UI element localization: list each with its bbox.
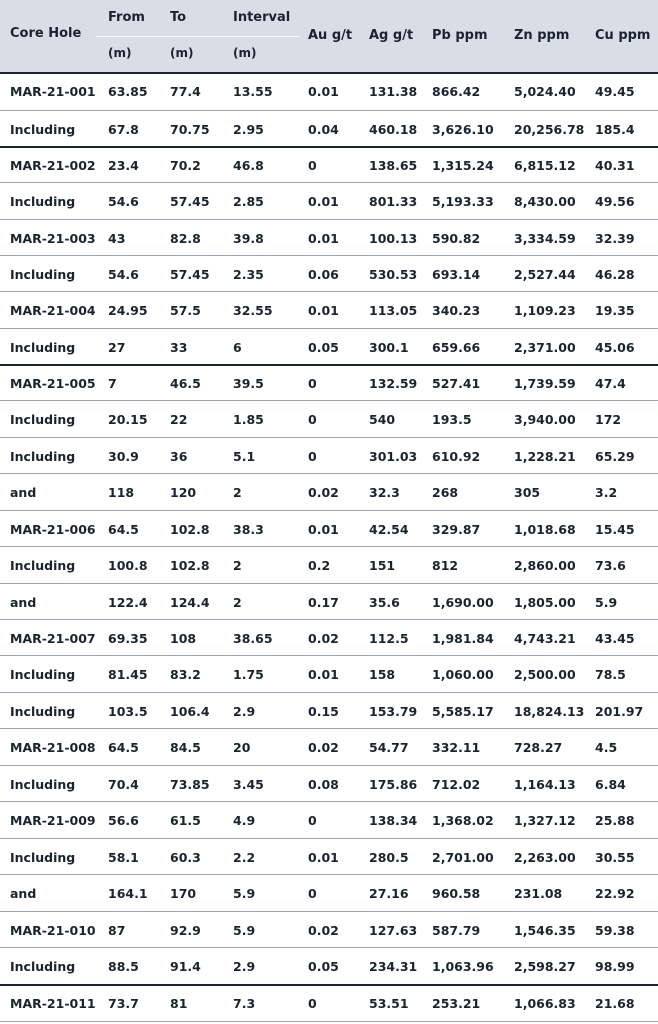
cell-interval: 2.9 <box>233 959 256 974</box>
cell-interval: 39.8 <box>233 231 264 246</box>
cell-ag: 175.86 <box>369 777 418 792</box>
cell-to: 57.5 <box>170 303 201 318</box>
cell-pb: 1,060.00 <box>432 667 494 682</box>
header-core-hole: Core Hole <box>10 26 82 41</box>
cell-zn: 1,018.68 <box>514 522 576 537</box>
cell-pb: 268 <box>432 485 459 500</box>
cell-pb: 812 <box>432 558 459 573</box>
cell-from: 164.1 <box>108 886 148 901</box>
cell-au: 0 <box>308 813 317 828</box>
cell-zn: 2,500.00 <box>514 667 576 682</box>
cell-cu: 15.45 <box>595 522 635 537</box>
cell-to: 70.2 <box>170 158 201 173</box>
cell-interval: 1.85 <box>233 412 264 427</box>
cell-au: 0 <box>308 886 317 901</box>
cell-au: 0.01 <box>308 194 339 209</box>
cell-zn: 2,263.00 <box>514 850 576 865</box>
cell-pb: 866.42 <box>432 84 481 99</box>
cell-cu: 40.31 <box>595 158 635 173</box>
header-pb: Pb ppm <box>432 28 488 43</box>
table-row <box>0 257 658 293</box>
table-row <box>0 184 658 220</box>
cell-cu: 185.4 <box>595 122 635 137</box>
cell-cu: 6.84 <box>595 777 626 792</box>
cell-au: 0 <box>308 412 317 427</box>
cell-ag: 131.38 <box>369 84 418 99</box>
cell-from: 20.15 <box>108 412 148 427</box>
row-divider <box>0 437 658 438</box>
cell-au: 0.01 <box>308 522 339 537</box>
cell-interval: 46.8 <box>233 158 264 173</box>
header-to: To <box>170 10 187 25</box>
cell-core-hole: MAR-21-003 <box>10 231 96 246</box>
cell-core-hole: Including <box>10 267 76 282</box>
row-divider <box>0 655 658 656</box>
cell-au: 0 <box>308 996 317 1011</box>
cell-pb: 712.02 <box>432 777 481 792</box>
cell-pb: 193.5 <box>432 412 472 427</box>
cell-to: 102.8 <box>170 522 210 537</box>
cell-zn: 1,109.23 <box>514 303 576 318</box>
table-row <box>0 876 658 912</box>
cell-au: 0.02 <box>308 485 339 500</box>
cell-pb: 960.58 <box>432 886 481 901</box>
row-divider <box>0 546 658 547</box>
table-row <box>0 694 658 730</box>
cell-interval: 7.3 <box>233 996 256 1011</box>
cell-zn: 2,598.27 <box>514 959 576 974</box>
cell-zn: 8,430.00 <box>514 194 576 209</box>
table-row <box>0 913 658 949</box>
cell-au: 0.05 <box>308 340 339 355</box>
cell-core-hole: Including <box>10 667 76 682</box>
row-divider <box>0 400 658 401</box>
cell-au: 0.01 <box>308 303 339 318</box>
cell-ag: 113.05 <box>369 303 418 318</box>
cell-to: 82.8 <box>170 231 201 246</box>
table-row <box>0 767 658 803</box>
cell-ag: 301.03 <box>369 449 418 464</box>
row-divider <box>0 473 658 474</box>
cell-from: 43 <box>108 231 126 246</box>
cell-zn: 5,024.40 <box>514 84 576 99</box>
cell-cu: 47.4 <box>595 376 626 391</box>
cell-cu: 43.45 <box>595 631 635 646</box>
cell-interval: 39.5 <box>233 376 264 391</box>
cell-zn: 1,066.83 <box>514 996 576 1011</box>
cell-zn: 728.27 <box>514 740 563 755</box>
cell-au: 0.02 <box>308 740 339 755</box>
table-row <box>0 112 658 148</box>
row-divider <box>0 619 658 620</box>
cell-cu: 32.39 <box>595 231 635 246</box>
cell-from: 64.5 <box>108 740 139 755</box>
table-row <box>0 74 658 110</box>
cell-core-hole: Including <box>10 412 76 427</box>
cell-from: 30.9 <box>108 449 139 464</box>
header-to-unit: (m) <box>170 46 194 60</box>
header-interval: Interval <box>233 10 291 25</box>
cell-cu: 22.92 <box>595 886 635 901</box>
cell-from: 67.8 <box>108 122 139 137</box>
table-row <box>0 621 658 657</box>
cell-ag: 801.33 <box>369 194 418 209</box>
cell-core-hole: Including <box>10 340 76 355</box>
cell-cu: 25.88 <box>595 813 635 828</box>
cell-ag: 127.63 <box>369 923 418 938</box>
cell-au: 0.08 <box>308 777 339 792</box>
cell-zn: 231.08 <box>514 886 563 901</box>
cell-au: 0 <box>308 449 317 464</box>
cell-pb: 332.11 <box>432 740 481 755</box>
table-row <box>0 548 658 584</box>
cell-interval: 1.75 <box>233 667 264 682</box>
cell-from: 54.6 <box>108 194 139 209</box>
table-row <box>0 293 658 329</box>
cell-from: 100.8 <box>108 558 148 573</box>
cell-zn: 1,327.12 <box>514 813 576 828</box>
cell-cu: 3.2 <box>595 485 618 500</box>
cell-cu: 46.28 <box>595 267 635 282</box>
cell-ag: 153.79 <box>369 704 418 719</box>
row-divider <box>0 1021 658 1022</box>
row-divider <box>0 874 658 875</box>
cell-au: 0.01 <box>308 231 339 246</box>
row-divider <box>0 182 658 183</box>
cell-to: 120 <box>170 485 197 500</box>
cell-interval: 2.35 <box>233 267 264 282</box>
row-divider <box>0 801 658 802</box>
cell-core-hole: MAR-21-006 <box>10 522 96 537</box>
cell-interval: 13.55 <box>233 84 273 99</box>
cell-to: 124.4 <box>170 595 210 610</box>
table-row <box>0 475 658 511</box>
cell-core-hole: Including <box>10 704 76 719</box>
cell-pb: 3,626.10 <box>432 122 494 137</box>
header-cu: Cu ppm <box>595 28 651 43</box>
cell-to: 106.4 <box>170 704 210 719</box>
cell-cu: 59.38 <box>595 923 635 938</box>
header-divider <box>96 36 300 37</box>
cell-interval: 2.9 <box>233 704 256 719</box>
cell-from: 70.4 <box>108 777 139 792</box>
cell-cu: 5.9 <box>595 595 618 610</box>
cell-pb: 587.79 <box>432 923 481 938</box>
cell-core-hole: MAR-21-002 <box>10 158 96 173</box>
row-divider <box>0 765 658 766</box>
cell-zn: 4,743.21 <box>514 631 576 646</box>
cell-core-hole: MAR-21-010 <box>10 923 96 938</box>
header-ag: Ag g/t <box>369 28 414 43</box>
cell-cu: 45.06 <box>595 340 635 355</box>
cell-pb: 1,690.00 <box>432 595 494 610</box>
cell-from: 7 <box>108 376 117 391</box>
cell-to: 57.45 <box>170 267 210 282</box>
cell-zn: 1,228.21 <box>514 449 576 464</box>
cell-core-hole: Including <box>10 777 76 792</box>
cell-to: 91.4 <box>170 959 201 974</box>
cell-pb: 329.87 <box>432 522 481 537</box>
cell-core-hole: and <box>10 485 37 500</box>
cell-zn: 6,815.12 <box>514 158 576 173</box>
cell-interval: 2 <box>233 558 242 573</box>
cell-zn: 2,527.44 <box>514 267 576 282</box>
cell-to: 73.85 <box>170 777 210 792</box>
header-au: Au g/t <box>308 28 353 43</box>
row-divider <box>0 291 658 292</box>
cell-to: 57.45 <box>170 194 210 209</box>
cell-interval: 2 <box>233 485 242 500</box>
cell-pb: 527.41 <box>432 376 481 391</box>
cell-to: 22 <box>170 412 188 427</box>
table-header <box>0 0 658 72</box>
cell-zn: 1,164.13 <box>514 777 576 792</box>
row-divider <box>0 328 658 329</box>
cell-ag: 460.18 <box>369 122 418 137</box>
cell-ag: 100.13 <box>369 231 418 246</box>
cell-ag: 530.53 <box>369 267 418 282</box>
cell-pb: 2,701.00 <box>432 850 494 865</box>
header-zn: Zn ppm <box>514 28 570 43</box>
cell-core-hole: Including <box>10 959 76 974</box>
cell-interval: 32.55 <box>233 303 273 318</box>
cell-pb: 693.14 <box>432 267 481 282</box>
cell-au: 0.01 <box>308 850 339 865</box>
cell-ag: 138.34 <box>369 813 418 828</box>
cell-zn: 2,860.00 <box>514 558 576 573</box>
row-divider <box>0 255 658 256</box>
cell-ag: 32.3 <box>369 485 400 500</box>
table-row <box>0 512 658 548</box>
cell-interval: 5.1 <box>233 449 256 464</box>
cell-zn: 3,940.00 <box>514 412 576 427</box>
cell-ag: 42.54 <box>369 522 409 537</box>
cell-pb: 1,063.96 <box>432 959 494 974</box>
cell-from: 56.6 <box>108 813 139 828</box>
cell-to: 70.75 <box>170 122 210 137</box>
row-divider <box>0 583 658 584</box>
cell-interval: 20 <box>233 740 251 755</box>
row-divider <box>0 728 658 729</box>
cell-from: 69.35 <box>108 631 148 646</box>
cell-pb: 590.82 <box>432 231 481 246</box>
cell-zn: 1,739.59 <box>514 376 576 391</box>
cell-au: 0.04 <box>308 122 339 137</box>
cell-from: 63.85 <box>108 84 148 99</box>
cell-to: 61.5 <box>170 813 201 828</box>
cell-ag: 151 <box>369 558 396 573</box>
cell-to: 84.5 <box>170 740 201 755</box>
cell-to: 102.8 <box>170 558 210 573</box>
table-row <box>0 840 658 876</box>
cell-interval: 2.2 <box>233 850 256 865</box>
cell-ag: 132.59 <box>369 376 418 391</box>
cell-interval: 2.85 <box>233 194 264 209</box>
cell-from: 88.5 <box>108 959 139 974</box>
cell-interval: 38.65 <box>233 631 273 646</box>
cell-from: 81.45 <box>108 667 148 682</box>
table-row <box>0 803 658 839</box>
header-interval-unit: (m) <box>233 46 257 60</box>
cell-core-hole: MAR-21-005 <box>10 376 96 391</box>
cell-ag: 138.65 <box>369 158 418 173</box>
cell-from: 64.5 <box>108 522 139 537</box>
cell-pb: 5,193.33 <box>432 194 494 209</box>
cell-cu: 73.6 <box>595 558 626 573</box>
cell-ag: 35.6 <box>369 595 400 610</box>
cell-ag: 234.31 <box>369 959 418 974</box>
cell-from: 24.95 <box>108 303 148 318</box>
cell-au: 0.17 <box>308 595 339 610</box>
cell-zn: 1,805.00 <box>514 595 576 610</box>
cell-to: 46.5 <box>170 376 201 391</box>
row-divider <box>0 110 658 111</box>
cell-zn: 2,371.00 <box>514 340 576 355</box>
cell-zn: 305 <box>514 485 541 500</box>
cell-to: 33 <box>170 340 188 355</box>
cell-cu: 201.97 <box>595 704 644 719</box>
header-from: From <box>108 10 145 25</box>
cell-cu: 30.55 <box>595 850 635 865</box>
cell-interval: 3.45 <box>233 777 264 792</box>
cell-from: 23.4 <box>108 158 139 173</box>
cell-ag: 112.5 <box>369 631 409 646</box>
cell-from: 54.6 <box>108 267 139 282</box>
cell-to: 83.2 <box>170 667 201 682</box>
cell-ag: 300.1 <box>369 340 409 355</box>
cell-core-hole: MAR-21-004 <box>10 303 96 318</box>
table-row <box>0 949 658 985</box>
cell-au: 0.01 <box>308 84 339 99</box>
cell-pb: 1,368.02 <box>432 813 494 828</box>
cell-interval: 5.9 <box>233 923 256 938</box>
cell-pb: 1,981.84 <box>432 631 494 646</box>
cell-core-hole: and <box>10 886 37 901</box>
cell-zn: 3,334.59 <box>514 231 576 246</box>
cell-core-hole: Including <box>10 850 76 865</box>
table-row <box>0 330 658 366</box>
cell-core-hole: Including <box>10 122 76 137</box>
cell-cu: 21.68 <box>595 996 635 1011</box>
cell-zn: 18,824.13 <box>514 704 585 719</box>
cell-zn: 20,256.78 <box>514 122 585 137</box>
cell-pb: 610.92 <box>432 449 481 464</box>
cell-to: 108 <box>170 631 197 646</box>
cell-au: 0.05 <box>308 959 339 974</box>
cell-pb: 5,585.17 <box>432 704 494 719</box>
cell-to: 36 <box>170 449 188 464</box>
cell-from: 87 <box>108 923 126 938</box>
table-row <box>0 366 658 402</box>
cell-interval: 6 <box>233 340 242 355</box>
cell-core-hole: MAR-21-007 <box>10 631 96 646</box>
cell-from: 118 <box>108 485 135 500</box>
table-row <box>0 986 658 1022</box>
cell-au: 0.01 <box>308 667 339 682</box>
row-divider <box>0 911 658 912</box>
cell-to: 170 <box>170 886 197 901</box>
cell-ag: 280.5 <box>369 850 409 865</box>
cell-au: 0 <box>308 376 317 391</box>
cell-from: 122.4 <box>108 595 148 610</box>
cell-cu: 78.5 <box>595 667 626 682</box>
cell-cu: 98.99 <box>595 959 635 974</box>
cell-ag: 540 <box>369 412 396 427</box>
cell-au: 0.02 <box>308 923 339 938</box>
cell-zn: 1,546.35 <box>514 923 576 938</box>
cell-from: 103.5 <box>108 704 148 719</box>
table-row <box>0 439 658 475</box>
cell-cu: 49.56 <box>595 194 635 209</box>
table-row <box>0 730 658 766</box>
cell-from: 58.1 <box>108 850 139 865</box>
table-row <box>0 657 658 693</box>
cell-pb: 1,315.24 <box>432 158 494 173</box>
cell-au: 0 <box>308 158 317 173</box>
cell-to: 77.4 <box>170 84 201 99</box>
cell-interval: 4.9 <box>233 813 256 828</box>
cell-cu: 4.5 <box>595 740 618 755</box>
cell-au: 0.15 <box>308 704 339 719</box>
row-divider <box>0 947 658 948</box>
cell-cu: 49.45 <box>595 84 635 99</box>
cell-core-hole: and <box>10 595 37 610</box>
cell-interval: 38.3 <box>233 522 264 537</box>
cell-au: 0.2 <box>308 558 331 573</box>
cell-interval: 5.9 <box>233 886 256 901</box>
table-row <box>0 402 658 438</box>
cell-core-hole: MAR-21-009 <box>10 813 96 828</box>
table-row <box>0 585 658 621</box>
cell-pb: 659.66 <box>432 340 481 355</box>
cell-core-hole: MAR-21-008 <box>10 740 96 755</box>
cell-to: 92.9 <box>170 923 201 938</box>
cell-interval: 2.95 <box>233 122 264 137</box>
cell-cu: 172 <box>595 412 622 427</box>
cell-au: 0.06 <box>308 267 339 282</box>
cell-au: 0.02 <box>308 631 339 646</box>
header-from-unit: (m) <box>108 46 132 60</box>
cell-pb: 253.21 <box>432 996 481 1011</box>
cell-core-hole: Including <box>10 449 76 464</box>
cell-core-hole: MAR-21-011 <box>10 996 96 1011</box>
cell-cu: 19.35 <box>595 303 635 318</box>
table-row <box>0 221 658 257</box>
cell-cu: 65.29 <box>595 449 635 464</box>
row-divider <box>0 692 658 693</box>
cell-ag: 54.77 <box>369 740 409 755</box>
cell-from: 73.7 <box>108 996 139 1011</box>
cell-ag: 27.16 <box>369 886 409 901</box>
cell-ag: 158 <box>369 667 396 682</box>
cell-core-hole: MAR-21-001 <box>10 84 96 99</box>
cell-from: 27 <box>108 340 126 355</box>
row-divider <box>0 219 658 220</box>
cell-interval: 2 <box>233 595 242 610</box>
cell-to: 60.3 <box>170 850 201 865</box>
cell-ag: 53.51 <box>369 996 409 1011</box>
table-row <box>0 148 658 184</box>
cell-core-hole: Including <box>10 194 76 209</box>
cell-pb: 340.23 <box>432 303 481 318</box>
row-divider <box>0 838 658 839</box>
cell-to: 81 <box>170 996 188 1011</box>
cell-core-hole: Including <box>10 558 76 573</box>
row-divider <box>0 510 658 511</box>
